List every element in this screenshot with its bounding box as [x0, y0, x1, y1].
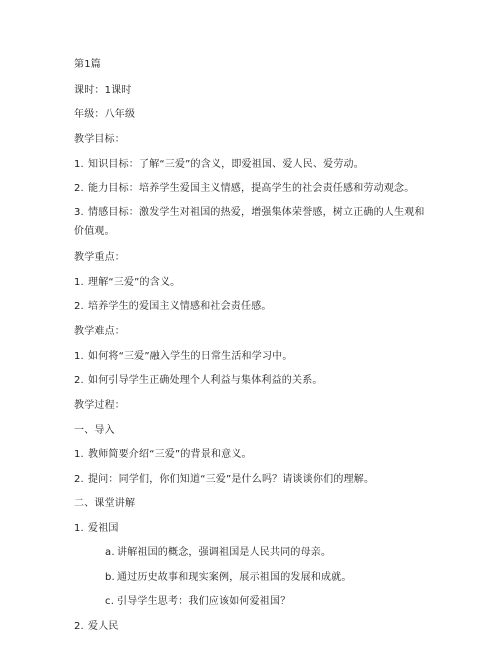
key-point-text: 理解“三爱”的含义。 — [88, 277, 181, 288]
part2-subitem-text: 通过历史故事和现实案例，展示祖国的发展和成就。 — [117, 572, 352, 583]
part2-subheading-number: 1. — [74, 523, 84, 534]
part1-item-number: 2. — [74, 474, 84, 485]
difficulty-item — [74, 374, 323, 388]
class-hours: 课时：1课时 — [74, 85, 132, 96]
key-point-number: 2. — [74, 301, 84, 312]
difficulty-text: 如何引导学生正确处理个人利益与集体利益的关系。 — [88, 375, 323, 386]
difficulty-item — [74, 350, 293, 364]
part1-heading: 一、导入 — [74, 425, 115, 436]
part2-subheading-number: 2. — [74, 621, 84, 632]
key-point-number: 1. — [74, 277, 84, 288]
part1-item — [74, 473, 374, 487]
difficulty-text: 如何将“三爱”融入学生的日常生活和学习中。 — [88, 351, 293, 362]
part2-subitem — [105, 546, 331, 560]
part2-subitem-text: 讲解祖国的概念，强调祖国是人民共同的母亲。 — [117, 547, 332, 558]
part1-item-number: 1. — [74, 449, 84, 460]
objective-text: 知识目标：了解“三爱”的含义，即爱祖国、爱人民、爱劳动。 — [88, 159, 364, 170]
difficulty-number: 2. — [74, 375, 84, 386]
difficulty-number: 1. — [74, 351, 84, 362]
key-point-text: 培养学生的爱国主义情感和社会责任感。 — [88, 301, 272, 312]
part1-item — [74, 448, 252, 462]
objective-number: 1. — [74, 159, 84, 170]
part2-subheading — [74, 620, 119, 634]
part2-subitem — [105, 595, 290, 609]
section-title: 第1篇 — [74, 59, 101, 70]
difficulties-heading: 教学难点： — [74, 326, 125, 337]
key-point-item — [74, 276, 180, 290]
key-points-heading: 教学重点： — [74, 252, 125, 263]
part2-subitem — [105, 571, 352, 585]
part2-subheading-text: 爱人民 — [88, 621, 119, 632]
part2-heading: 二、课堂讲解 — [74, 498, 136, 509]
objective-item — [74, 203, 434, 241]
objective-number: 3. — [74, 207, 84, 218]
grade: 年级：八年级 — [74, 109, 136, 120]
part2-subheading — [74, 522, 119, 536]
objective-text: 能力目标：培养学生爱国主义情感，提高学生的社会责任感和劳动观念。 — [88, 183, 415, 194]
objective-text: 情感目标：激发学生对祖国的热爱，增强集体荣誉感，树立正确的人生观和价值观。 — [74, 207, 425, 237]
objective-item — [74, 182, 414, 196]
objective-item — [74, 158, 364, 172]
objectives-heading: 教学目标： — [74, 134, 125, 145]
key-point-item — [74, 300, 272, 314]
part1-item-text: 教师简要介绍“三爱”的背景和意义。 — [88, 449, 252, 460]
part2-subitem-letter: c. — [105, 596, 115, 607]
objective-number: 2. — [74, 183, 84, 194]
part2-subheading-text: 爱祖国 — [88, 523, 119, 534]
part1-item-text: 提问：同学们，你们知道“三爱”是什么吗？请谈谈你们的理解。 — [88, 474, 375, 485]
part2-subitem-letter: a. — [105, 547, 115, 558]
process-heading: 教学过程： — [74, 400, 125, 411]
part2-subitem-letter: b. — [105, 572, 115, 583]
part2-subitem-text: 引导学生思考：我们应该如何爱祖国？ — [117, 596, 291, 607]
